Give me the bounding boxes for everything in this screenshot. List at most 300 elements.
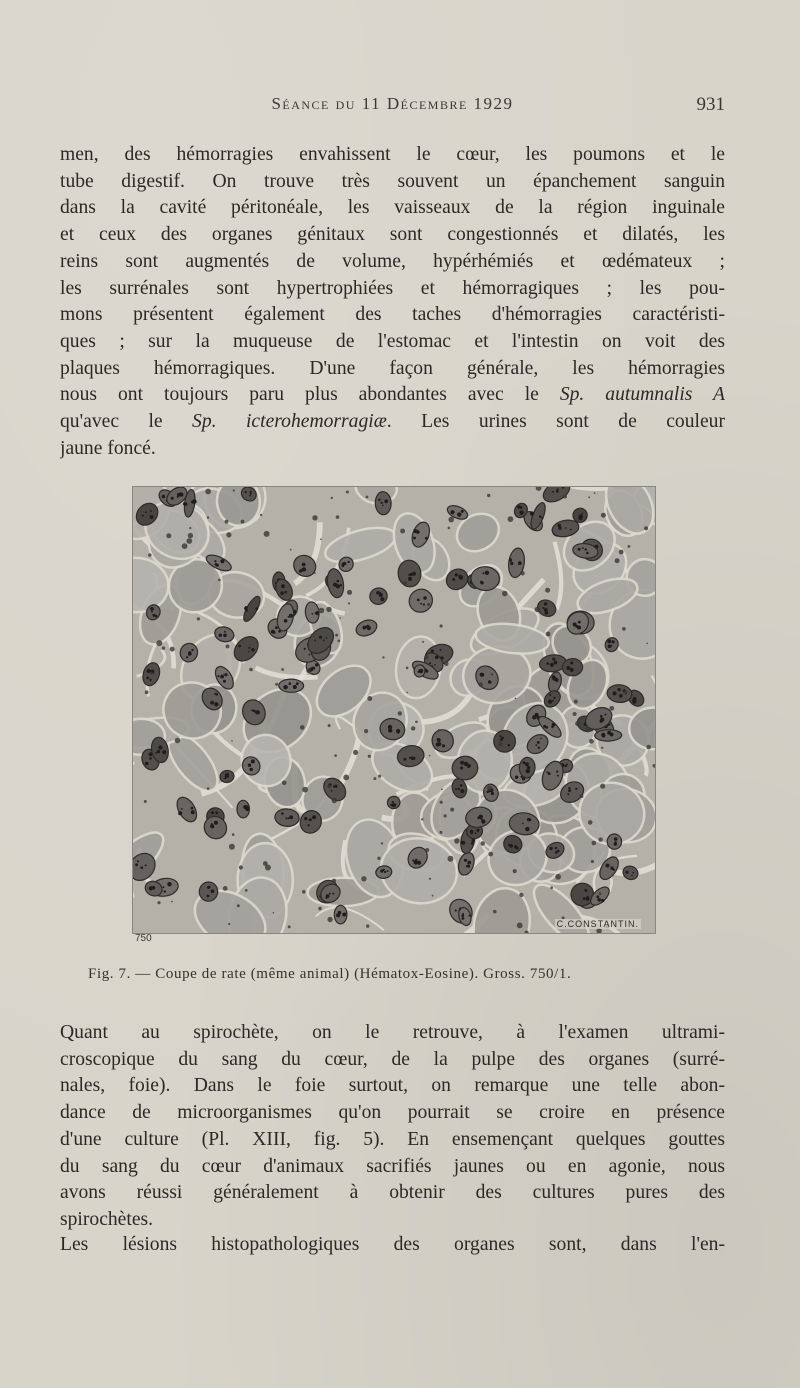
granule <box>427 603 430 606</box>
chromatin-speck <box>178 811 182 815</box>
chromatin-speck <box>211 811 214 814</box>
chromatin-speck <box>363 626 367 630</box>
chromatin-speck <box>281 592 284 595</box>
granule <box>588 820 593 825</box>
chromatin-speck <box>565 765 567 767</box>
chromatin-speck <box>460 784 463 787</box>
chromatin-speck <box>191 500 194 503</box>
granule <box>646 643 648 645</box>
chromatin-speck <box>464 762 468 766</box>
chromatin-speck <box>293 685 297 689</box>
chromatin-speck <box>543 725 546 728</box>
text-line: d'une culture (Pl. XIII, fig. 5). En ensemençant quelques gouttes <box>60 1128 725 1150</box>
granule <box>228 923 230 925</box>
chromatin-speck <box>420 669 423 672</box>
chromatin-speck <box>171 497 174 500</box>
chromatin-speck <box>610 733 614 737</box>
chromatin-speck <box>413 537 416 540</box>
text-line: ques ; sur la muqueuse de l'estomac et l'intestin on voit des <box>60 330 725 352</box>
granule <box>290 549 292 551</box>
text-line: plaques hémorragiques. D'une façon générale, les hémorragies <box>60 357 725 379</box>
chromatin-speck <box>210 701 214 705</box>
paragraph-1 <box>60 142 725 462</box>
chromatin-speck <box>578 548 581 551</box>
chromatin-speck <box>167 882 171 886</box>
chromatin-speck <box>288 616 290 618</box>
granule <box>189 527 191 529</box>
chromatin-speck <box>146 677 149 680</box>
chromatin-speck <box>214 560 216 562</box>
chromatin-speck <box>281 584 285 588</box>
chromatin-speck <box>567 793 569 795</box>
chromatin-speck <box>157 750 160 753</box>
chromatin-speck <box>539 515 542 518</box>
chromatin-speck <box>153 887 155 889</box>
chromatin-speck <box>181 808 183 810</box>
chromatin-speck <box>244 607 248 611</box>
chromatin-speck <box>284 619 288 623</box>
chromatin-speck <box>191 649 193 651</box>
chromatin-speck <box>408 577 412 581</box>
chromatin-speck <box>219 634 222 637</box>
chromatin-speck <box>554 661 558 665</box>
chromatin-speck <box>214 821 218 825</box>
chromatin-speck <box>141 866 144 869</box>
granule <box>338 640 341 643</box>
granule <box>585 727 590 732</box>
chromatin-speck <box>425 537 428 540</box>
chromatin-speck <box>423 603 425 605</box>
granule <box>306 668 311 673</box>
chromatin-speck <box>436 742 440 746</box>
chromatin-speck <box>491 674 493 676</box>
chromatin-speck <box>613 869 615 871</box>
chromatin-speck <box>523 761 526 764</box>
chromatin-speck <box>150 607 154 611</box>
text-line: dans la cavité péritonéale, les vaisseaux de la région inguinale <box>60 197 725 219</box>
chromatin-speck <box>459 576 463 580</box>
granule <box>448 856 454 862</box>
figure-scale-mark: 750 <box>135 933 152 944</box>
chromatin-speck <box>281 812 284 815</box>
chromatin-speck <box>216 564 219 567</box>
granule <box>429 755 431 757</box>
chromatin-speck <box>177 496 179 498</box>
chromatin-speck <box>526 769 530 773</box>
granule <box>515 698 517 700</box>
granule <box>487 494 490 497</box>
chromatin-speck <box>606 864 610 868</box>
granule <box>454 838 459 843</box>
chromatin-speck <box>248 647 250 649</box>
chromatin-speck <box>549 847 552 850</box>
granule <box>411 726 415 730</box>
granule <box>574 700 578 704</box>
chromatin-speck <box>471 842 474 845</box>
text-line: reins sont augmentés de volume, hypérhémiés et œdémateux ; <box>60 250 725 272</box>
granule <box>487 786 492 791</box>
chromatin-speck <box>387 870 389 872</box>
granule <box>207 787 210 790</box>
chromatin-speck <box>149 757 152 760</box>
chromatin-speck <box>631 875 633 877</box>
chromatin-speck <box>149 679 151 681</box>
species-name: Sp. autumnalis A <box>559 384 725 406</box>
granule <box>231 740 233 742</box>
chromatin-speck <box>325 897 327 899</box>
granule <box>415 721 418 724</box>
granule <box>171 901 173 903</box>
chromatin-speck <box>556 771 558 773</box>
granule <box>609 706 614 711</box>
chromatin-speck <box>491 792 494 795</box>
granule <box>265 865 271 871</box>
chromatin-speck <box>434 664 436 666</box>
granule <box>563 495 567 499</box>
chromatin-speck <box>552 658 555 661</box>
chromatin-speck <box>382 505 384 507</box>
granule <box>332 879 336 883</box>
text-line: croscopique du sang du cœur, de la pulpe des organes (surré- <box>60 1048 725 1070</box>
chromatin-speck <box>468 915 470 917</box>
chromatin-speck <box>145 762 149 766</box>
chromatin-speck <box>487 791 490 794</box>
chromatin-speck <box>455 573 458 576</box>
granule <box>400 529 405 534</box>
granule <box>623 690 627 694</box>
chromatin-speck <box>409 573 412 576</box>
chromatin-speck <box>565 527 567 529</box>
chromatin-speck <box>575 625 578 628</box>
chromatin-speck <box>316 612 319 615</box>
chromatin-speck <box>409 757 411 759</box>
granule <box>432 895 434 897</box>
chromatin-speck <box>464 859 467 862</box>
granule <box>156 640 162 646</box>
granule <box>170 647 175 652</box>
granule <box>425 848 429 852</box>
granule <box>498 742 503 747</box>
chromatin-speck <box>525 827 529 831</box>
granule <box>223 674 226 677</box>
granule <box>361 876 366 881</box>
chromatin-speck <box>538 747 540 749</box>
text-fragment: . Les urines sont de couleur <box>386 411 725 433</box>
text-line: jaune foncé. <box>60 437 156 459</box>
chromatin-speck <box>555 847 557 849</box>
chromatin-speck <box>223 680 226 683</box>
chromatin-speck <box>601 733 605 737</box>
granule <box>319 608 325 614</box>
chromatin-speck <box>380 597 384 601</box>
granule <box>241 520 245 524</box>
chromatin-speck <box>514 845 517 848</box>
granule <box>264 531 270 537</box>
chromatin-speck <box>420 603 422 605</box>
granule <box>493 910 497 914</box>
chromatin-speck <box>340 584 342 586</box>
granule <box>441 789 443 791</box>
chromatin-speck <box>347 561 349 563</box>
chromatin-speck <box>455 909 457 911</box>
granule <box>381 842 383 844</box>
chromatin-speck <box>319 636 322 639</box>
chromatin-speck <box>188 651 191 654</box>
chromatin-speck <box>379 593 383 597</box>
chromatin-speck <box>558 524 561 527</box>
running-title: Séance du 11 Décembre 1929 <box>271 94 514 113</box>
granule <box>175 738 181 744</box>
chromatin-speck <box>150 515 154 519</box>
chromatin-speck <box>137 860 139 862</box>
granule <box>150 672 153 675</box>
chromatin-speck <box>547 771 549 773</box>
granule <box>550 886 553 889</box>
chromatin-speck <box>396 729 400 733</box>
chromatin-speck <box>384 499 388 503</box>
granule <box>601 747 603 749</box>
chromatin-speck <box>546 662 549 665</box>
chromatin-speck <box>450 510 454 514</box>
chromatin-speck <box>289 682 292 685</box>
granule <box>348 602 350 604</box>
chromatin-speck <box>211 889 215 893</box>
chromatin-speck <box>250 491 252 493</box>
granule <box>407 692 409 694</box>
granule <box>440 801 443 804</box>
chromatin-speck <box>499 735 501 737</box>
granule <box>312 515 317 520</box>
chromatin-speck <box>431 650 434 653</box>
granule <box>327 917 332 922</box>
granule <box>366 924 369 927</box>
granule <box>479 682 483 686</box>
chromatin-speck <box>332 893 334 895</box>
granule <box>366 496 369 499</box>
chromatin-speck <box>416 530 420 534</box>
chromatin-speck <box>179 492 183 496</box>
page-number: 931 <box>696 94 725 115</box>
granule <box>346 491 349 494</box>
granule <box>619 550 624 555</box>
text-line: avons réussi généralement à obtenir des cultures pures des <box>60 1182 725 1204</box>
granule <box>517 923 523 929</box>
granule <box>145 690 149 694</box>
granule <box>182 543 188 549</box>
chromatin-speck <box>408 574 410 576</box>
chromatin-speck <box>509 558 512 561</box>
granule <box>157 901 160 904</box>
chromatin-speck <box>245 491 247 493</box>
chromatin-speck <box>458 788 460 790</box>
granule <box>378 775 381 778</box>
chromatin-speck <box>613 691 617 695</box>
chromatin-speck <box>515 776 518 779</box>
granule <box>599 892 602 895</box>
chromatin-speck <box>582 547 584 549</box>
chromatin-speck <box>614 837 618 841</box>
chromatin-speck <box>583 897 586 900</box>
granule <box>644 526 648 530</box>
granule <box>403 581 407 585</box>
granule <box>218 579 221 582</box>
chromatin-speck <box>329 893 331 895</box>
granule <box>364 729 368 733</box>
chromatin-speck <box>550 663 554 667</box>
cell-nucleus <box>279 679 304 693</box>
chromatin-speck <box>216 811 219 814</box>
text-line: mons présentent également des taches d'hémorragies caractéristi- <box>60 304 725 326</box>
chromatin-speck <box>462 917 465 920</box>
text-line: nales, foie). Dans le foie surtout, on remarque une telle abon- <box>60 1075 725 1097</box>
chromatin-speck <box>145 864 147 866</box>
granule <box>592 841 597 846</box>
chromatin-speck <box>155 615 158 618</box>
chromatin-speck <box>537 741 540 744</box>
granule <box>288 925 291 928</box>
granule <box>353 750 358 755</box>
chromatin-speck <box>331 790 333 792</box>
granule <box>502 591 508 597</box>
chromatin-speck <box>308 824 310 826</box>
chromatin-speck <box>522 823 524 825</box>
artist-signature: C.CONSTANTIN. <box>556 919 639 929</box>
figure-caption: Fig. 7. — Coupe de rate (même animal) (Hématox-Eosine). Gross. 750/1. <box>88 966 572 982</box>
chromatin-speck <box>585 548 587 550</box>
granule <box>575 721 580 726</box>
granule <box>622 627 626 631</box>
chromatin-speck <box>442 744 445 747</box>
chromatin-speck <box>412 859 414 861</box>
granule <box>347 590 352 595</box>
chromatin-speck <box>508 844 510 846</box>
chromatin-speck <box>184 503 187 506</box>
chromatin-speck <box>527 766 530 769</box>
chromatin-speck <box>472 839 475 842</box>
granule <box>302 890 306 894</box>
chromatin-speck <box>403 758 406 761</box>
chromatin-speck <box>540 738 542 740</box>
granule <box>398 711 402 715</box>
chromatin-speck <box>417 599 420 602</box>
chromatin-speck <box>578 516 582 520</box>
granule <box>601 513 606 518</box>
chromatin-speck <box>617 688 620 691</box>
granule <box>535 607 540 612</box>
granule <box>237 904 240 907</box>
granule <box>300 725 305 730</box>
chromatin-speck <box>596 895 599 898</box>
granule <box>327 785 331 789</box>
chromatin-speck <box>150 510 152 512</box>
chromatin-speck <box>135 863 138 866</box>
chromatin-speck <box>549 694 551 696</box>
granule <box>450 808 454 812</box>
chromatin-speck <box>552 491 554 493</box>
granule <box>382 656 384 658</box>
chromatin-speck <box>155 752 157 754</box>
chromatin-speck <box>480 581 483 584</box>
granule <box>444 814 447 817</box>
cell-nucleus <box>375 491 392 515</box>
granule <box>555 874 561 880</box>
chromatin-speck <box>289 614 293 618</box>
histology-illustration <box>132 486 656 934</box>
chromatin-speck <box>220 559 224 563</box>
granule <box>318 907 322 911</box>
chromatin-speck <box>575 788 577 790</box>
chromatin-speck <box>191 807 194 810</box>
chromatin-speck <box>415 859 418 862</box>
granule <box>508 516 514 522</box>
chromatin-speck <box>250 493 252 495</box>
granule <box>377 857 380 860</box>
tissue-drawing <box>133 487 655 933</box>
granule <box>320 538 322 540</box>
chromatin-speck <box>555 678 559 682</box>
chromatin-speck <box>570 661 573 664</box>
granule <box>339 617 341 619</box>
chromatin-speck <box>151 611 153 613</box>
chromatin-speck <box>614 841 617 844</box>
text-fragment: qu'avec le <box>60 411 193 433</box>
chromatin-speck <box>163 886 165 888</box>
granule <box>429 878 431 880</box>
chromatin-speck <box>207 895 210 898</box>
chromatin-speck <box>417 861 421 865</box>
chromatin-speck <box>518 561 522 565</box>
granule <box>628 545 631 548</box>
chromatin-speck <box>326 637 328 639</box>
chromatin-speck <box>214 702 218 706</box>
chromatin-speck <box>394 804 397 807</box>
chromatin-speck <box>475 832 477 834</box>
chromatin-speck <box>568 787 570 789</box>
chromatin-speck <box>376 591 379 594</box>
granule <box>249 668 253 672</box>
chromatin-speck <box>541 517 543 519</box>
granule <box>232 833 235 836</box>
species-name: Sp. icterohemorragiæ <box>192 411 387 433</box>
chromatin-speck <box>535 713 539 717</box>
granule <box>438 729 440 731</box>
granule <box>197 617 200 620</box>
granule <box>480 841 485 846</box>
chromatin-speck <box>488 680 492 684</box>
chromatin-speck <box>557 850 560 853</box>
chromatin-speck <box>619 694 623 698</box>
chromatin-speck <box>217 675 219 677</box>
chromatin-speck <box>570 668 574 672</box>
chromatin-speck <box>273 631 276 634</box>
chromatin-speck <box>392 801 394 803</box>
chromatin-speck <box>548 700 552 704</box>
text-line: men, des hémorragies envahissent le cœur, les poumons et le <box>60 144 725 165</box>
granule <box>594 492 596 494</box>
chromatin-speck <box>314 640 316 642</box>
granule <box>314 572 316 574</box>
chromatin-speck <box>338 911 342 915</box>
chromatin-speck <box>191 810 195 814</box>
chromatin-speck <box>301 568 305 572</box>
granule <box>273 912 275 914</box>
chromatin-speck <box>601 899 604 902</box>
granule <box>260 514 262 516</box>
chromatin-speck <box>634 698 636 700</box>
chromatin-speck <box>527 818 530 821</box>
granule <box>367 696 372 701</box>
chromatin-speck <box>545 611 549 615</box>
